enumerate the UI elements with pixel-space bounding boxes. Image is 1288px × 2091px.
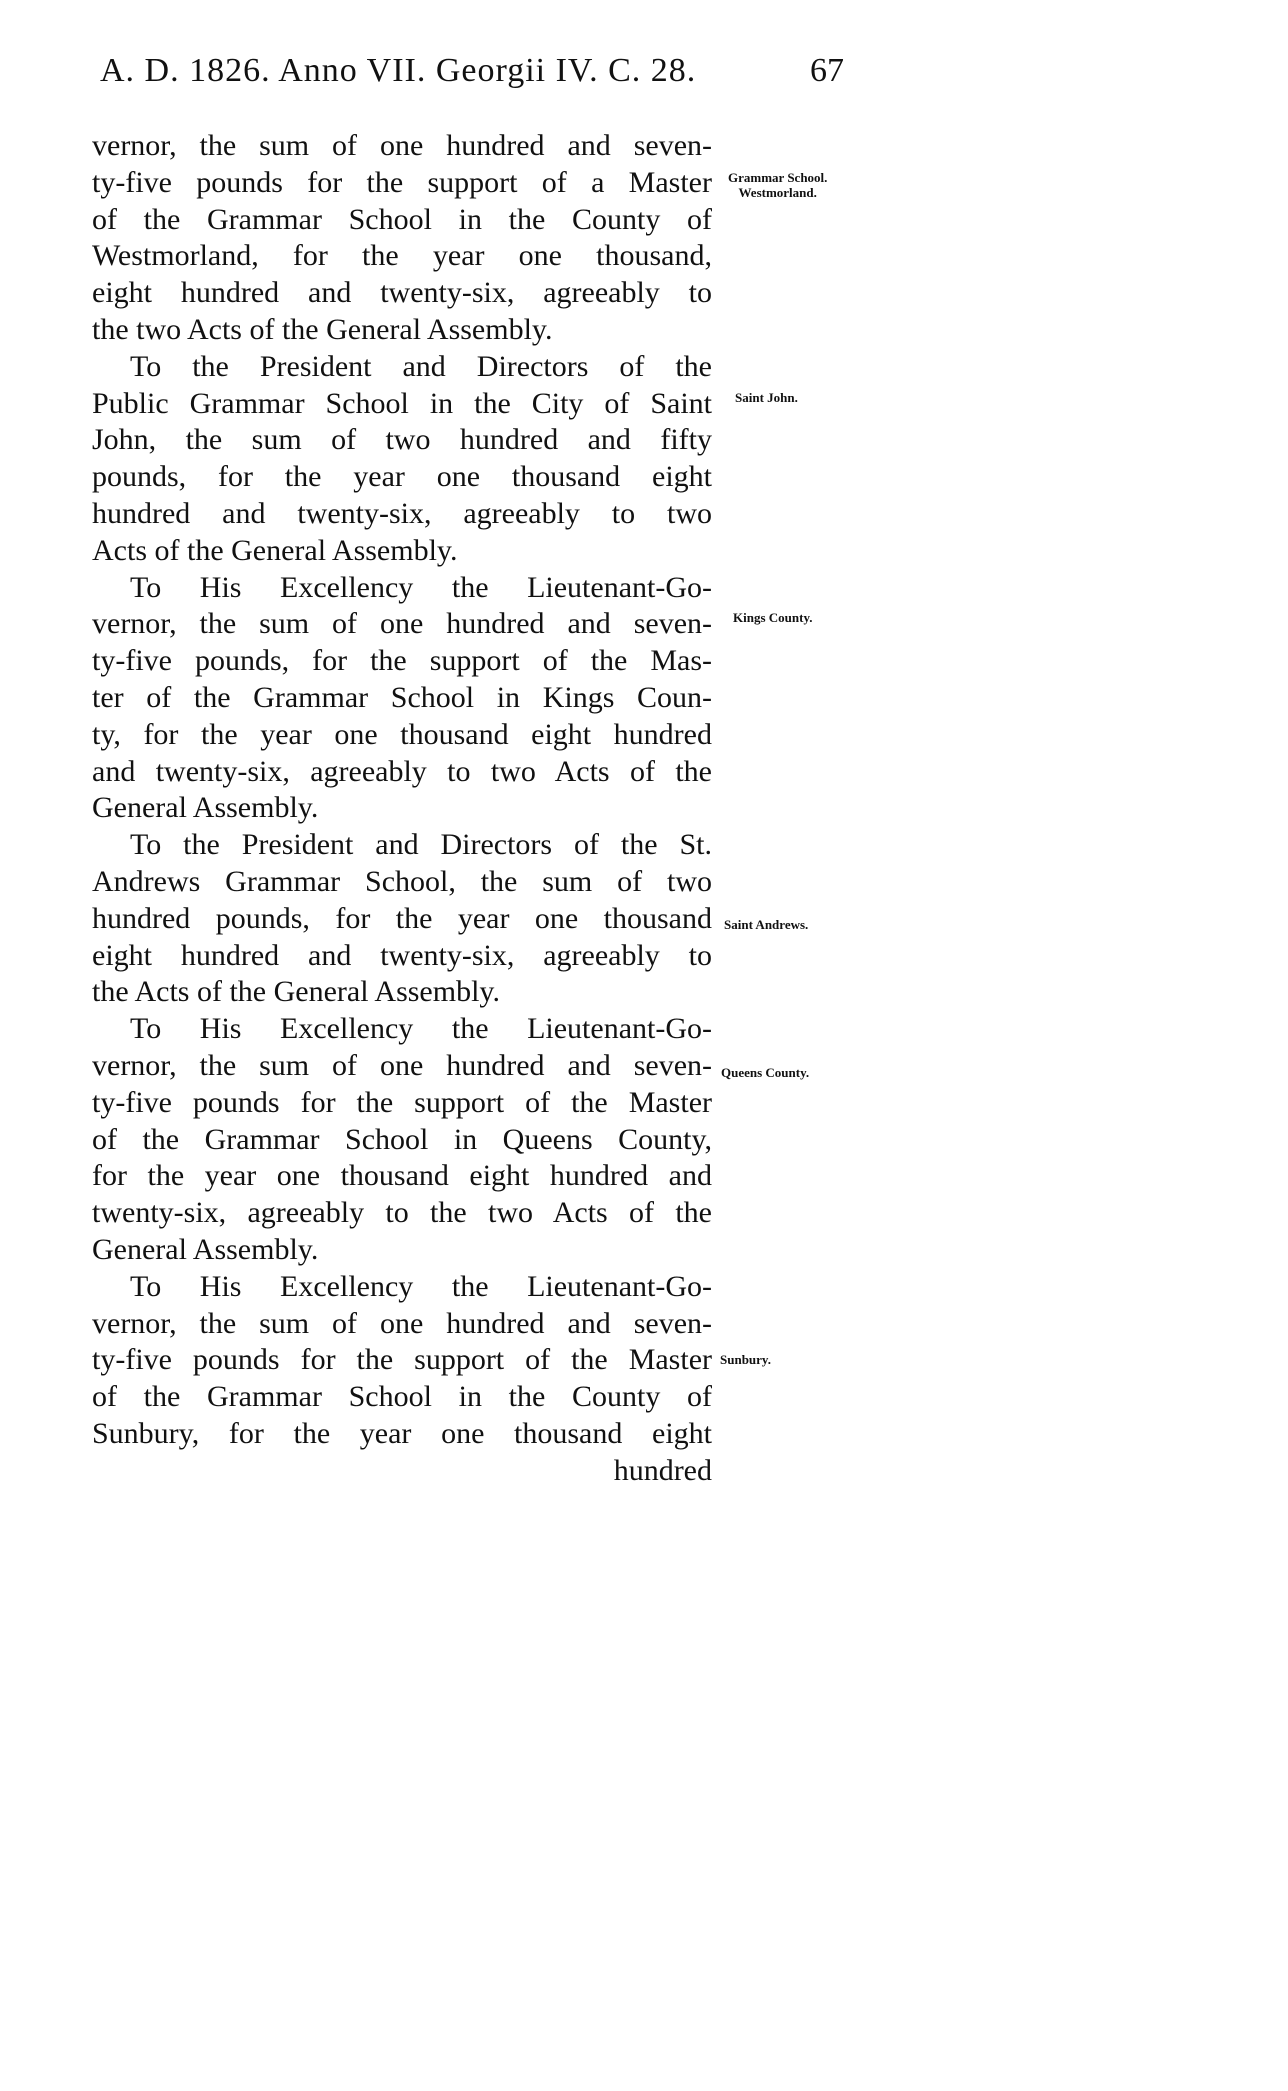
text-line: ty-five pounds for the support of the Master — [92, 1085, 712, 1119]
text-line: General Assembly. — [92, 1232, 319, 1266]
body-text — [92, 128, 712, 1489]
text-line: eight hundred and twenty-six, agreeably to — [92, 938, 712, 972]
text-line: hundred pounds, for the year one thousand — [92, 901, 712, 935]
text-line: Westmorland, for the year one thousand, — [92, 239, 712, 273]
text-line: hundred and twenty-six, agreeably to two — [92, 496, 712, 530]
text-line: ter of the Grammar School in Kings Coun- — [92, 680, 712, 714]
paragraph-saint-john — [92, 349, 712, 570]
catchword: hundred — [613, 1453, 712, 1487]
margin-note-queens-county: Queens County. — [721, 1065, 810, 1080]
page-number: 67 — [810, 52, 844, 89]
margin-note-saint-john: Saint John. — [735, 390, 798, 405]
text-line: of the Grammar School in the County of — [92, 1380, 712, 1414]
text-line: ty-five pounds for the support of the Master — [92, 1343, 712, 1377]
text-line: vernor, the sum of one hundred and seven- — [92, 1048, 712, 1082]
text-line: Andrews Grammar School, the sum of two — [92, 864, 712, 898]
text-line: eight hundred and twenty-six, agreeably to — [92, 276, 712, 310]
text-line: Acts of the General Assembly. — [92, 533, 458, 567]
text-line: Public Grammar School in the City of Saint — [92, 386, 712, 420]
text-line: vernor, the sum of one hundred and seven- — [92, 1306, 712, 1340]
text-line: General Assembly. — [92, 791, 319, 825]
text-line: for the year one thousand eight hundred and — [92, 1159, 712, 1193]
text-line: vernor, the sum of one hundred and seven- — [92, 607, 712, 641]
text-line: and twenty-six, agreeably to two Acts of the — [92, 754, 712, 788]
paragraph-sunbury — [92, 1269, 712, 1453]
margin-note-westmorland — [728, 170, 827, 200]
text-line: To His Excellency the Lieutenant-Go- — [130, 570, 712, 604]
paragraph-saint-andrews — [92, 827, 712, 1011]
text-line: vernor, the sum of one hundred and seven- — [92, 129, 712, 162]
text-line: To His Excellency the Lieutenant-Go- — [130, 1269, 712, 1303]
margin-note-sunbury: Sunbury. — [720, 1352, 771, 1367]
text-line: twenty-six, agreeably to the two Acts of the — [92, 1196, 712, 1230]
running-header: A. D. 1826. Anno VII. Georgii IV. C. 28. — [100, 52, 697, 89]
paragraph-westmorland — [92, 128, 712, 349]
text-line: of the Grammar School in the County of — [92, 202, 712, 236]
text-line: ty, for the year one thousand eight hundred — [92, 717, 712, 751]
paragraph-queens-county — [92, 1011, 712, 1269]
margin-note-saint-andrews: Saint Andrews. — [724, 917, 809, 932]
text-line: Sunbury, for the year one thousand eight — [92, 1416, 712, 1450]
margin-note-kings-county: Kings County. — [733, 610, 813, 625]
text-line: ty-five pounds, for the support of the Mas- — [92, 644, 712, 678]
paragraph-kings-county — [92, 570, 712, 828]
text-line: To His Excellency the Lieutenant-Go- — [130, 1012, 712, 1046]
text-line: the Acts of the General Assembly. — [92, 975, 500, 1009]
text-line: To the President and Directors of the — [130, 349, 712, 383]
text-line: pounds, for the year one thousand eight — [92, 460, 712, 494]
text-line: of the Grammar School in Queens County, — [92, 1122, 712, 1156]
margin-note-line: Westmorland. — [738, 185, 817, 200]
text-line: To the President and Directors of the St. — [130, 828, 712, 862]
text-line: the two Acts of the General Assembly. — [92, 312, 553, 346]
text-line: ty-five pounds for the support of a Master — [92, 165, 712, 199]
text-line: John, the sum of two hundred and fifty — [92, 423, 712, 457]
margin-note-line: Grammar School. — [728, 170, 828, 185]
